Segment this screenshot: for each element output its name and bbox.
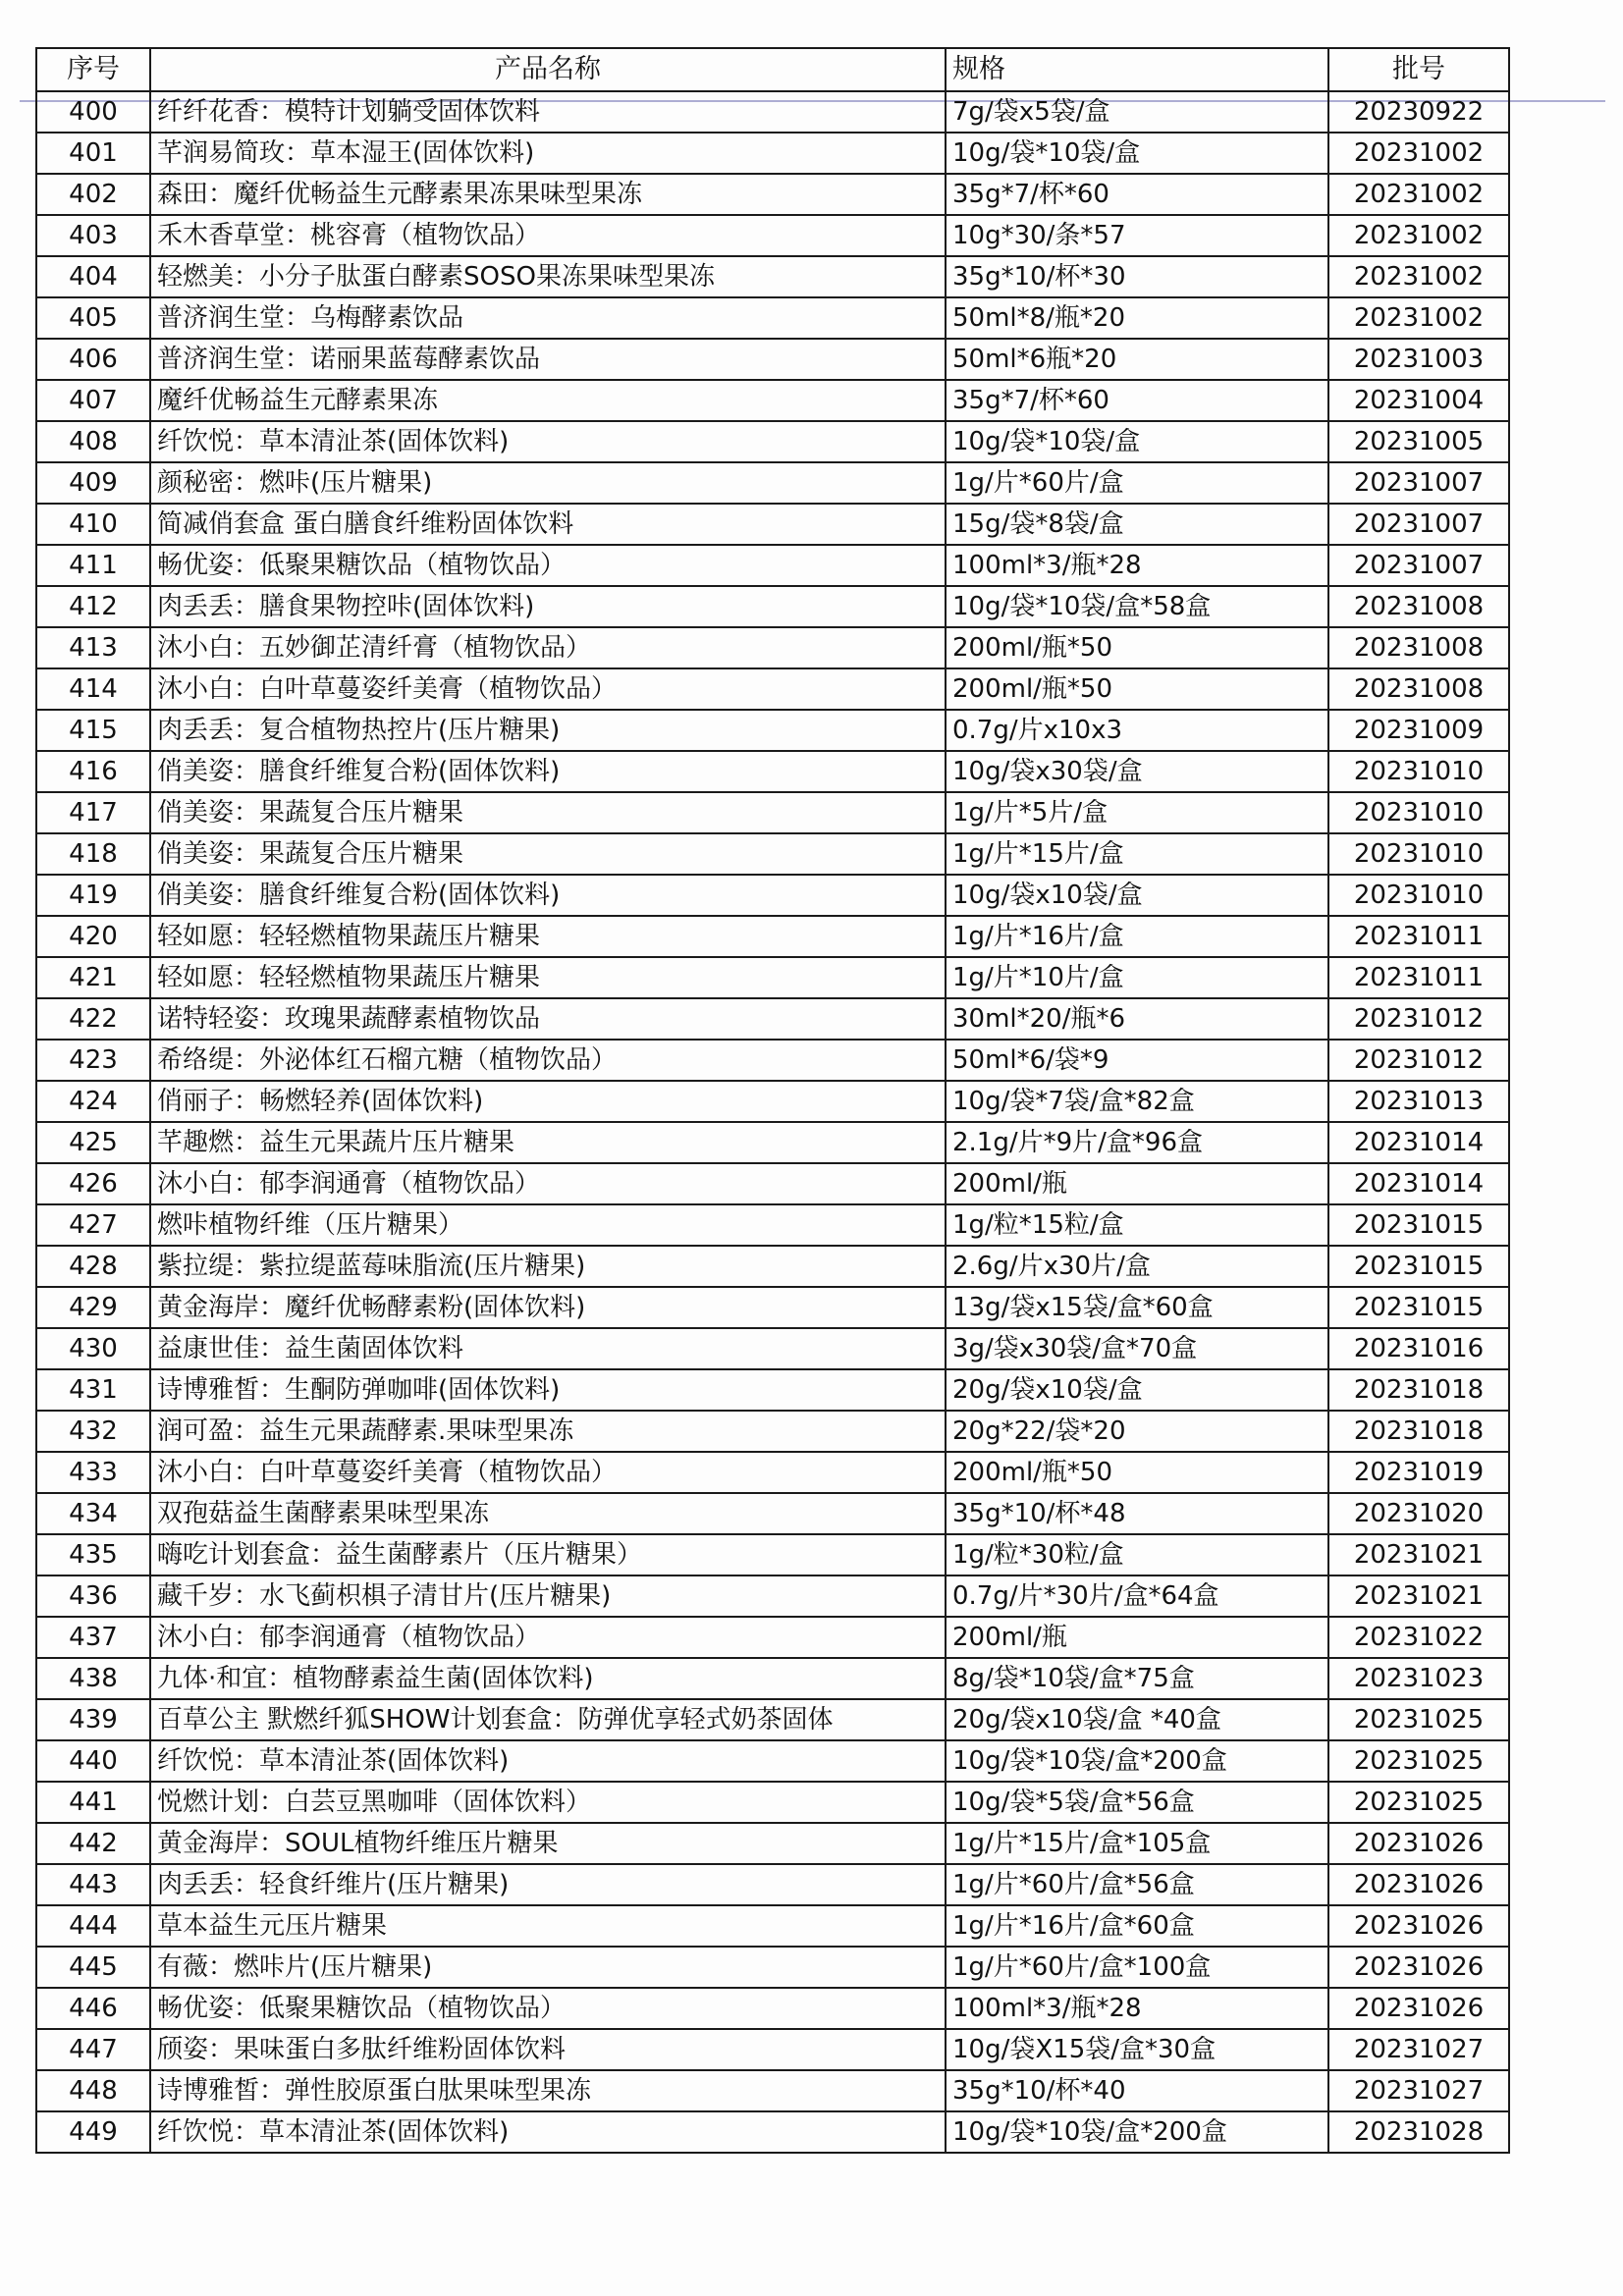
cell-product-name: 普济润生堂：乌梅酵素饮品 [150, 297, 946, 339]
cell-batch: 20231002 [1328, 133, 1509, 174]
cell-spec: 10g/袋*10袋/盒 [946, 421, 1328, 462]
table-row [36, 1328, 1509, 1369]
table-row [36, 1493, 1509, 1534]
cell-spec: 20g/袋x10袋/盒 [946, 1369, 1328, 1411]
cell-product-name: 双孢菇益生菌酵素果味型果冻 [150, 1493, 946, 1534]
cell-seq: 427 [36, 1204, 150, 1246]
table-row [36, 174, 1509, 215]
cell-product-name: 沐小白：白叶草蔓姿纤美膏（植物饮品） [150, 668, 946, 710]
table-row [36, 380, 1509, 421]
cell-seq: 431 [36, 1369, 150, 1411]
cell-batch: 20231002 [1328, 215, 1509, 256]
cell-batch: 20231028 [1328, 2111, 1509, 2153]
table-row [36, 1534, 1509, 1575]
table-row [36, 504, 1509, 545]
cell-spec: 50ml*8/瓶*20 [946, 297, 1328, 339]
table-row [36, 1905, 1509, 1947]
cell-product-name: 诗博雅皙：弹性胶原蛋白肽果味型果冻 [150, 2070, 946, 2111]
cell-product-name: 畅优姿：低聚果糖饮品（植物饮品） [150, 1988, 946, 2029]
cell-product-name: 俏美姿：膳食纤维复合粉(固体饮料) [150, 875, 946, 916]
cell-batch: 20231002 [1328, 174, 1509, 215]
cell-product-name: 芊趣燃：益生元果蔬片压片糖果 [150, 1122, 946, 1163]
cell-spec: 1g/片*60片/盒*100盒 [946, 1947, 1328, 1988]
cell-spec: 35g*10/杯*30 [946, 256, 1328, 297]
cell-seq: 446 [36, 1988, 150, 2029]
cell-spec: 15g/袋*8袋/盒 [946, 504, 1328, 545]
cell-spec: 1g/粒*15粒/盒 [946, 1204, 1328, 1246]
cell-spec: 20g/袋x10袋/盒 *40盒 [946, 1699, 1328, 1740]
cell-batch: 20231007 [1328, 462, 1509, 504]
table-row [36, 916, 1509, 957]
table-row [36, 339, 1509, 380]
cell-batch: 20231005 [1328, 421, 1509, 462]
cell-seq: 428 [36, 1246, 150, 1287]
cell-spec: 35g*7/杯*60 [946, 174, 1328, 215]
cell-spec: 200ml/瓶*50 [946, 668, 1328, 710]
cell-batch: 20231010 [1328, 792, 1509, 833]
table-row [36, 1699, 1509, 1740]
cell-batch: 20231027 [1328, 2070, 1509, 2111]
table-row [36, 1411, 1509, 1452]
cell-product-name: 九体·和宜：植物酵素益生菌(固体饮料) [150, 1658, 946, 1699]
cell-seq: 415 [36, 710, 150, 751]
cell-spec: 7g/袋x5袋/盒 [946, 91, 1328, 133]
cell-batch: 20231025 [1328, 1782, 1509, 1823]
cell-seq: 430 [36, 1328, 150, 1369]
cell-spec: 10g*30/条*57 [946, 215, 1328, 256]
cell-product-name: 紫拉缇：紫拉缇蓝莓味脂流(压片糖果) [150, 1246, 946, 1287]
cell-spec: 35g*7/杯*60 [946, 380, 1328, 421]
table-row [36, 792, 1509, 833]
cell-product-name: 轻如愿：轻轻燃植物果蔬压片糖果 [150, 916, 946, 957]
cell-seq: 406 [36, 339, 150, 380]
cell-spec: 100ml*3/瓶*28 [946, 545, 1328, 586]
cell-product-name: 沐小白：白叶草蔓姿纤美膏（植物饮品） [150, 1452, 946, 1493]
cell-product-name: 简减俏套盒 蛋白膳食纤维粉固体饮料 [150, 504, 946, 545]
cell-seq: 419 [36, 875, 150, 916]
cell-seq: 437 [36, 1617, 150, 1658]
cell-batch: 20231026 [1328, 1864, 1509, 1905]
table-row [36, 1081, 1509, 1122]
cell-spec: 30ml*20/瓶*6 [946, 998, 1328, 1040]
cell-spec: 200ml/瓶*50 [946, 627, 1328, 668]
cell-product-name: 燃咔植物纤维（压片糖果） [150, 1204, 946, 1246]
table-row [36, 1246, 1509, 1287]
cell-batch: 20231025 [1328, 1740, 1509, 1782]
cell-product-name: 俏美姿：果蔬复合压片糖果 [150, 833, 946, 875]
table-row [36, 2029, 1509, 2070]
table-row [36, 1040, 1509, 1081]
cell-product-name: 俏美姿：膳食纤维复合粉(固体饮料) [150, 751, 946, 792]
cell-product-name: 黄金海岸：SOUL植物纤维压片糖果 [150, 1823, 946, 1864]
cell-product-name: 颀姿：果味蛋白多肽纤维粉固体饮料 [150, 2029, 946, 2070]
cell-product-name: 畅优姿：低聚果糖饮品（植物饮品） [150, 545, 946, 586]
table-row [36, 1575, 1509, 1617]
cell-seq: 442 [36, 1823, 150, 1864]
cell-seq: 429 [36, 1287, 150, 1328]
cell-spec: 1g/片*5片/盒 [946, 792, 1328, 833]
cell-batch: 20231025 [1328, 1699, 1509, 1740]
cell-batch: 20231008 [1328, 586, 1509, 627]
table-row [36, 586, 1509, 627]
table-body [36, 91, 1509, 2153]
cell-spec: 8g/袋*10袋/盒*75盒 [946, 1658, 1328, 1699]
cell-seq: 410 [36, 504, 150, 545]
cell-spec: 2.1g/片*9片/盒*96盒 [946, 1122, 1328, 1163]
cell-seq: 435 [36, 1534, 150, 1575]
cell-batch: 20231027 [1328, 2029, 1509, 2070]
cell-spec: 35g*10/杯*40 [946, 2070, 1328, 2111]
table-row [36, 668, 1509, 710]
cell-seq: 405 [36, 297, 150, 339]
table-row [36, 627, 1509, 668]
table-row [36, 1369, 1509, 1411]
cell-seq: 449 [36, 2111, 150, 2153]
table-row [36, 833, 1509, 875]
table-row [36, 875, 1509, 916]
cell-product-name: 轻燃美：小分子肽蛋白酵素SOSO果冻果味型果冻 [150, 256, 946, 297]
cell-product-name: 轻如愿：轻轻燃植物果蔬压片糖果 [150, 957, 946, 998]
cell-spec: 10g/袋*5袋/盒*56盒 [946, 1782, 1328, 1823]
cell-batch: 20231023 [1328, 1658, 1509, 1699]
cell-product-name: 百草公主 默燃纤狐SHOW计划套盒：防弹优享轻式奶茶固体 [150, 1699, 946, 1740]
cell-batch: 20231014 [1328, 1122, 1509, 1163]
cell-batch: 20231003 [1328, 339, 1509, 380]
cell-product-name: 纤饮悦：草本清沚茶(固体饮料) [150, 2111, 946, 2153]
table-row [36, 545, 1509, 586]
cell-batch: 20231021 [1328, 1534, 1509, 1575]
cell-batch: 20231011 [1328, 916, 1509, 957]
table-row [36, 710, 1509, 751]
cell-product-name: 纤饮悦：草本清沚茶(固体饮料) [150, 1740, 946, 1782]
table-row [36, 91, 1509, 133]
cell-product-name: 俏美姿：果蔬复合压片糖果 [150, 792, 946, 833]
cell-spec: 50ml*6瓶*20 [946, 339, 1328, 380]
cell-batch: 20231012 [1328, 998, 1509, 1040]
cell-spec: 1g/片*16片/盒*60盒 [946, 1905, 1328, 1947]
cell-seq: 447 [36, 2029, 150, 2070]
cell-product-name: 纤饮悦：草本清沚茶(固体饮料) [150, 421, 946, 462]
cell-spec: 10g/袋*10袋/盒 [946, 133, 1328, 174]
cell-product-name: 芊润易简玫：草本湿王(固体饮料) [150, 133, 946, 174]
cell-seq: 424 [36, 1081, 150, 1122]
header-product-name: 产品名称 [150, 48, 946, 91]
cell-seq: 421 [36, 957, 150, 998]
cell-batch: 20231009 [1328, 710, 1509, 751]
cell-seq: 409 [36, 462, 150, 504]
cell-seq: 412 [36, 586, 150, 627]
cell-product-name: 普济润生堂：诺丽果蓝莓酵素饮品 [150, 339, 946, 380]
cell-product-name: 悦燃计划：白芸豆黑咖啡（固体饮料） [150, 1782, 946, 1823]
table-row [36, 2111, 1509, 2153]
cell-seq: 445 [36, 1947, 150, 1988]
cell-spec: 1g/片*60片/盒*56盒 [946, 1864, 1328, 1905]
table-row [36, 1163, 1509, 1204]
cell-batch: 20230922 [1328, 91, 1509, 133]
cell-batch: 20231018 [1328, 1369, 1509, 1411]
cell-seq: 440 [36, 1740, 150, 1782]
cell-seq: 422 [36, 998, 150, 1040]
cell-spec: 20g*22/袋*20 [946, 1411, 1328, 1452]
cell-seq: 441 [36, 1782, 150, 1823]
cell-batch: 20231011 [1328, 957, 1509, 998]
header-batch: 批号 [1328, 48, 1509, 91]
cell-seq: 416 [36, 751, 150, 792]
table-row [36, 1617, 1509, 1658]
cell-batch: 20231013 [1328, 1081, 1509, 1122]
cell-seq: 404 [36, 256, 150, 297]
cell-spec: 1g/片*16片/盒 [946, 916, 1328, 957]
cell-product-name: 润可盈：益生元果蔬酵素.果味型果冻 [150, 1411, 946, 1452]
table-row [36, 1823, 1509, 1864]
table-row [36, 1287, 1509, 1328]
cell-seq: 438 [36, 1658, 150, 1699]
cell-product-name: 纤纤花香：模特计划躺受固体饮料 [150, 91, 946, 133]
table-row [36, 1864, 1509, 1905]
cell-batch: 20231010 [1328, 875, 1509, 916]
cell-spec: 200ml/瓶 [946, 1617, 1328, 1658]
cell-spec: 10g/袋*7袋/盒*82盒 [946, 1081, 1328, 1122]
cell-seq: 448 [36, 2070, 150, 2111]
cell-product-name: 诺特轻姿：玫瑰果蔬酵素植物饮品 [150, 998, 946, 1040]
cell-batch: 20231018 [1328, 1411, 1509, 1452]
cell-spec: 1g/片*15片/盒 [946, 833, 1328, 875]
table-row [36, 1204, 1509, 1246]
table-row [36, 751, 1509, 792]
cell-spec: 1g/片*15片/盒*105盒 [946, 1823, 1328, 1864]
cell-batch: 20231026 [1328, 1947, 1509, 1988]
cell-seq: 444 [36, 1905, 150, 1947]
cell-seq: 400 [36, 91, 150, 133]
table-row [36, 297, 1509, 339]
cell-batch: 20231010 [1328, 751, 1509, 792]
cell-seq: 407 [36, 380, 150, 421]
cell-spec: 10g/袋*10袋/盒*200盒 [946, 1740, 1328, 1782]
cell-batch: 20231004 [1328, 380, 1509, 421]
cell-spec: 35g*10/杯*48 [946, 1493, 1328, 1534]
cell-spec: 0.7g/片x10x3 [946, 710, 1328, 751]
table-row [36, 1740, 1509, 1782]
cell-product-name: 森田：魔纤优畅益生元酵素果冻果味型果冻 [150, 174, 946, 215]
cell-batch: 20231007 [1328, 545, 1509, 586]
cell-seq: 408 [36, 421, 150, 462]
cell-batch: 20231007 [1328, 504, 1509, 545]
table-row [36, 1122, 1509, 1163]
cell-spec: 10g/袋x10袋/盒 [946, 875, 1328, 916]
cell-spec: 13g/袋x15袋/盒*60盒 [946, 1287, 1328, 1328]
cell-seq: 443 [36, 1864, 150, 1905]
cell-spec: 10g/袋X15袋/盒*30盒 [946, 2029, 1328, 2070]
cell-batch: 20231026 [1328, 1988, 1509, 2029]
cell-product-name: 藏千岁：水飞蓟枳椇子清甘片(压片糖果) [150, 1575, 946, 1617]
cell-spec: 10g/袋*10袋/盒*58盒 [946, 586, 1328, 627]
header-seq: 序号 [36, 48, 150, 91]
cell-batch: 20231002 [1328, 256, 1509, 297]
cell-seq: 439 [36, 1699, 150, 1740]
table-row [36, 133, 1509, 174]
cell-seq: 432 [36, 1411, 150, 1452]
cell-seq: 434 [36, 1493, 150, 1534]
cell-spec: 1g/片*10片/盒 [946, 957, 1328, 998]
cell-product-name: 希络缇：外泌体红石榴亢糖（植物饮品） [150, 1040, 946, 1081]
table-header-row [36, 48, 1509, 91]
cell-spec: 200ml/瓶*50 [946, 1452, 1328, 1493]
cell-product-name: 魔纤优畅益生元酵素果冻 [150, 380, 946, 421]
cell-seq: 401 [36, 133, 150, 174]
cell-spec: 200ml/瓶 [946, 1163, 1328, 1204]
cell-seq: 411 [36, 545, 150, 586]
cell-batch: 20231015 [1328, 1287, 1509, 1328]
table-row [36, 1988, 1509, 2029]
cell-spec: 0.7g/片*30片/盒*64盒 [946, 1575, 1328, 1617]
cell-spec: 10g/袋x30袋/盒 [946, 751, 1328, 792]
cell-seq: 413 [36, 627, 150, 668]
cell-spec: 100ml*3/瓶*28 [946, 1988, 1328, 2029]
cell-product-name: 俏丽子：畅燃轻养(固体饮料) [150, 1081, 946, 1122]
cell-seq: 402 [36, 174, 150, 215]
cell-batch: 20231015 [1328, 1246, 1509, 1287]
cell-batch: 20231014 [1328, 1163, 1509, 1204]
cell-batch: 20231020 [1328, 1493, 1509, 1534]
cell-product-name: 禾木香草堂：桃容膏（植物饮品） [150, 215, 946, 256]
cell-batch: 20231015 [1328, 1204, 1509, 1246]
cell-spec: 1g/粒*30粒/盒 [946, 1534, 1328, 1575]
cell-batch: 20231016 [1328, 1328, 1509, 1369]
table-row [36, 1658, 1509, 1699]
cell-batch: 20231012 [1328, 1040, 1509, 1081]
cell-product-name: 嗨吃计划套盒：益生菌酵素片（压片糖果） [150, 1534, 946, 1575]
cell-seq: 436 [36, 1575, 150, 1617]
cell-product-name: 沐小白：郁李润通膏（植物饮品） [150, 1163, 946, 1204]
cell-batch: 20231026 [1328, 1823, 1509, 1864]
cell-batch: 20231021 [1328, 1575, 1509, 1617]
cell-batch: 20231008 [1328, 627, 1509, 668]
cell-seq: 433 [36, 1452, 150, 1493]
table-row [36, 421, 1509, 462]
cell-product-name: 沐小白：五妙御芷清纤膏（植物饮品） [150, 627, 946, 668]
cell-batch: 20231019 [1328, 1452, 1509, 1493]
cell-product-name: 肉丢丢：膳食果物控咔(固体饮料) [150, 586, 946, 627]
cell-seq: 418 [36, 833, 150, 875]
table-row [36, 1782, 1509, 1823]
table-row [36, 256, 1509, 297]
table-row [36, 1947, 1509, 1988]
table-row [36, 998, 1509, 1040]
cell-seq: 420 [36, 916, 150, 957]
table-row [36, 1452, 1509, 1493]
cell-batch: 20231026 [1328, 1905, 1509, 1947]
table-row [36, 215, 1509, 256]
cell-product-name: 颜秘密：燃咔(压片糖果) [150, 462, 946, 504]
product-batch-table [35, 47, 1510, 2154]
cell-product-name: 沐小白：郁李润通膏（植物饮品） [150, 1617, 946, 1658]
cell-spec: 50ml*6/袋*9 [946, 1040, 1328, 1081]
cell-seq: 426 [36, 1163, 150, 1204]
cell-product-name: 肉丢丢：复合植物热控片(压片糖果) [150, 710, 946, 751]
cell-product-name: 益康世佳：益生菌固体饮料 [150, 1328, 946, 1369]
cell-spec: 3g/袋x30袋/盒*70盒 [946, 1328, 1328, 1369]
header-spec: 规格 [946, 48, 1328, 91]
cell-product-name: 肉丢丢：轻食纤维片(压片糖果) [150, 1864, 946, 1905]
cell-spec: 2.6g/片x30片/盒 [946, 1246, 1328, 1287]
cell-seq: 414 [36, 668, 150, 710]
table-row [36, 957, 1509, 998]
cell-seq: 417 [36, 792, 150, 833]
table-row [36, 2070, 1509, 2111]
cell-product-name: 诗博雅皙：生酮防弹咖啡(固体饮料) [150, 1369, 946, 1411]
cell-spec: 10g/袋*10袋/盒*200盒 [946, 2111, 1328, 2153]
cell-batch: 20231002 [1328, 297, 1509, 339]
cell-product-name: 草本益生元压片糖果 [150, 1905, 946, 1947]
table-row [36, 462, 1509, 504]
cell-batch: 20231010 [1328, 833, 1509, 875]
cell-batch: 20231008 [1328, 668, 1509, 710]
cell-seq: 403 [36, 215, 150, 256]
cell-seq: 423 [36, 1040, 150, 1081]
cell-seq: 425 [36, 1122, 150, 1163]
cell-batch: 20231022 [1328, 1617, 1509, 1658]
cell-product-name: 黄金海岸：魔纤优畅酵素粉(固体饮料) [150, 1287, 946, 1328]
cell-product-name: 有薇：燃咔片(压片糖果) [150, 1947, 946, 1988]
cell-spec: 1g/片*60片/盒 [946, 462, 1328, 504]
